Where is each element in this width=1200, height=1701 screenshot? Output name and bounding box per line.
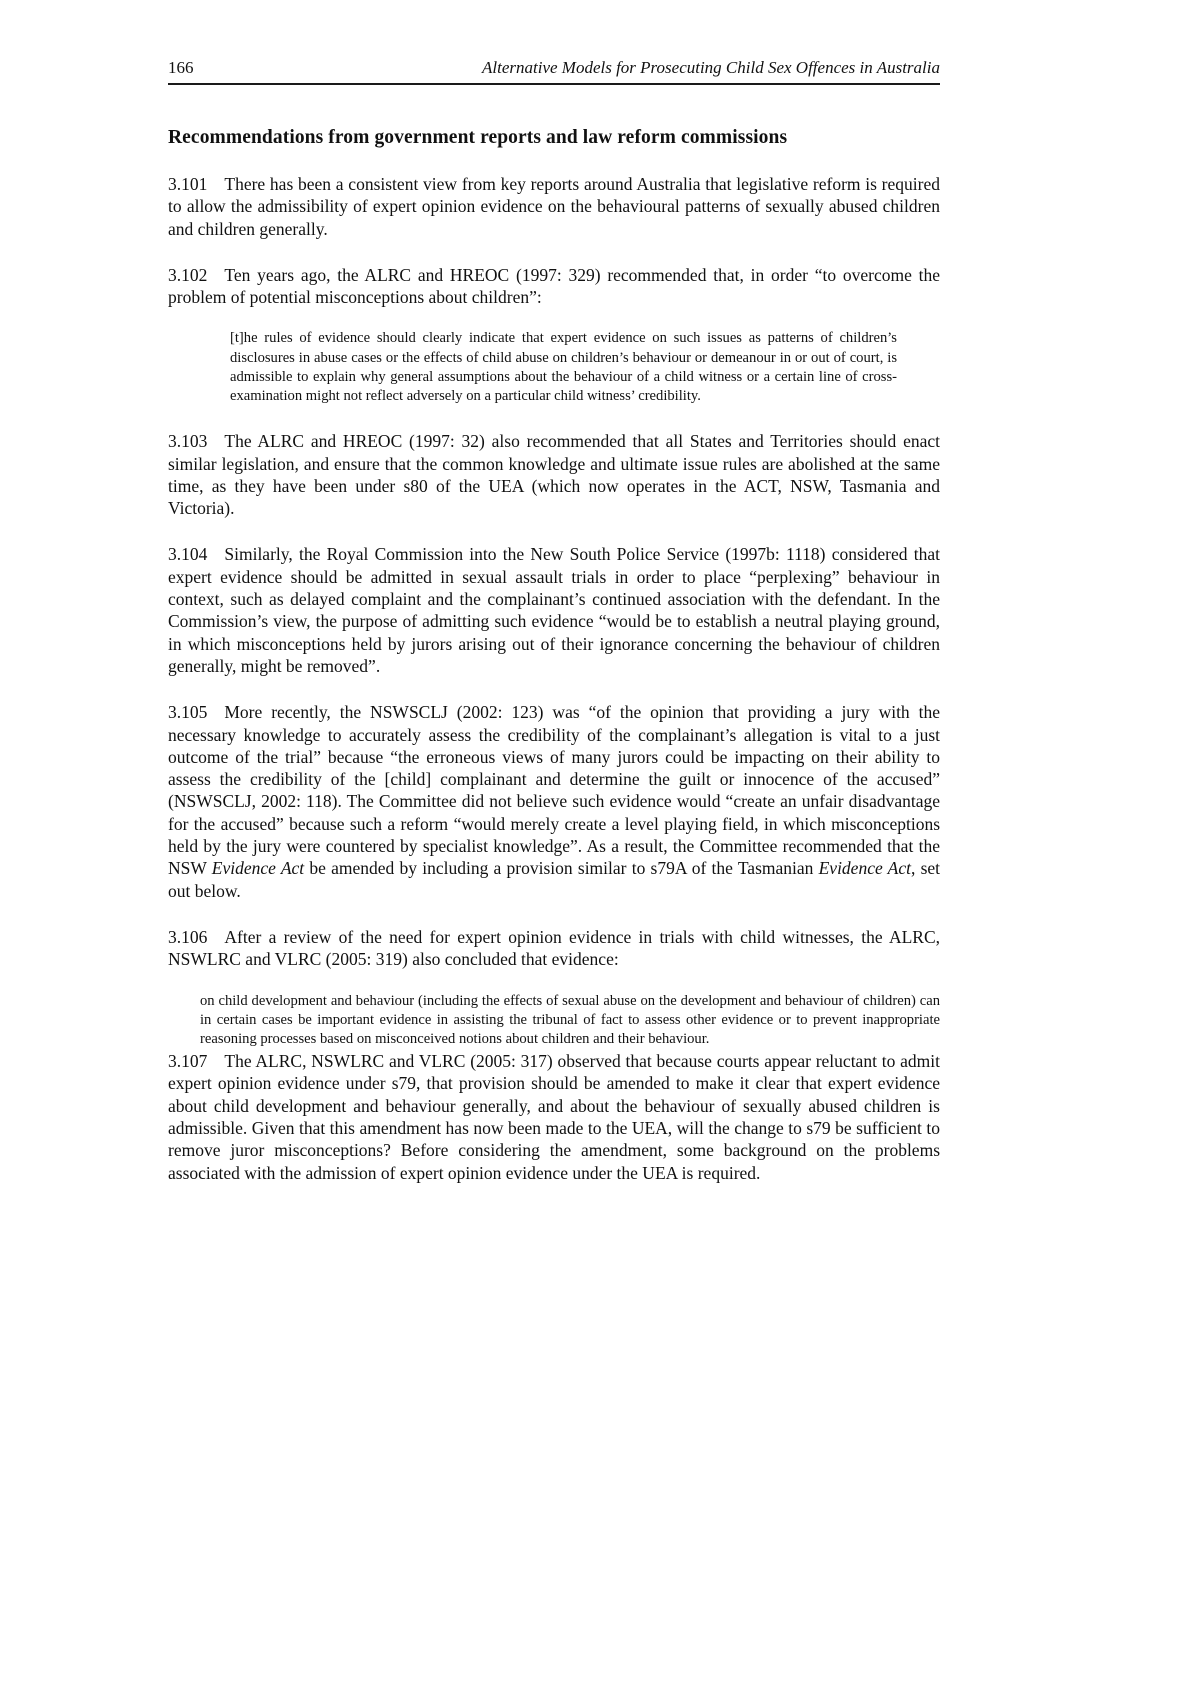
paragraph-number: 3.105 xyxy=(168,702,208,723)
paragraph-text: There has been a consistent view from key reports around Australia that legislative reform is required to allow the admissibility of expert opinion evidence on the behavioural patterns of sexually abused children and children generally. xyxy=(168,174,940,239)
paragraph-number: 3.106 xyxy=(168,926,208,947)
paragraph-3-101 xyxy=(168,173,940,240)
paragraph-3-105 xyxy=(168,701,940,902)
paragraph-text: Similarly, the Royal Commission into the New South Police Service (1997b: 1118) considered that expert evidence should be admitted in sexual assault trials in order to place “perplexing” behaviour in context, such as delayed complaint and the complainant’s continued association with the defendant. In the Commission’s view, the purpose of admitting such evidence “would be to establish a neutral playing ground, in which misconceptions held by jurors arising out of their ignorance concerning the behaviour of children generally, might be removed”. xyxy=(168,544,940,676)
running-title: Alternative Models for Prosecuting Child Sex Offences in Australia xyxy=(482,58,940,77)
paragraph-3-103 xyxy=(168,430,940,519)
italic-act-title: Evidence Act xyxy=(818,858,911,879)
paragraph-text: After a review of the need for expert opinion evidence in trials with child witnesses, the ALRC, NSWLRC and VLRC (2005: 319) also concluded that evidence: xyxy=(168,926,940,970)
paragraph-number: 3.103 xyxy=(168,431,208,452)
section-heading: Recommendations from government reports and law reform commissions xyxy=(168,127,788,148)
paragraph-number: 3.107 xyxy=(168,1051,208,1072)
paragraph-3-102 xyxy=(168,264,940,309)
blockquote-rules-of-evidence: [t]he rules of evidence should clearly indicate that expert evidence on such issues as patterns of children’s disclosures in abuse cases or the effects of child abuse on children’s behaviour or demeanour in or out of court, is admissible to explain why general assumptions about the behaviour of a child witness or a certain line of cross-examination might not reflect adversely on a particular child witness’ credibility. xyxy=(230,330,897,405)
italic-act-title: Evidence Act xyxy=(211,858,305,879)
paragraph-number: 3.104 xyxy=(168,544,208,565)
paragraph-text: The ALRC and HREOC (1997: 32) also recommended that all States and Territories should enact similar legislation, and ensure that the common knowledge and ultimate issue rules are abolished at the same time, as they have been under s80 of the UEA (which now operates in the ACT, NSW, Tasmania and Victoria). xyxy=(168,431,940,519)
paragraph-number: 3.101 xyxy=(168,174,208,194)
paragraph-text: Ten years ago, the ALRC and HREOC (1997: 329) recommended that, in order “to overcome the problem of potential misconceptions about children”: xyxy=(168,264,940,308)
paragraph-3-106 xyxy=(168,926,940,971)
paragraph-text: be amended by including a provision similar to s79A of the Tasmanian xyxy=(304,858,819,879)
paragraph-number: 3.102 xyxy=(168,264,208,285)
blockquote-child-development: on child development and behaviour (including the effects of sexual abuse on the development and behaviour of children) can in certain cases be important evidence in assisting the tribunal of fact to assess other evidence or to prevent inappropriate reasoning processes based on misconceived notions about children and their behaviour. xyxy=(200,992,940,1047)
page-number: 166 xyxy=(168,58,194,77)
page-header xyxy=(168,58,940,85)
document-page xyxy=(168,0,940,1184)
paragraph-3-104 xyxy=(168,543,940,677)
paragraph-text: The ALRC, NSWLRC and VLRC (2005: 317) observed that because courts appear reluctant to admit expert opinion evidence under s79, that provision should be amended to make it clear that expert evidence about child development and behaviour generally, and about the behaviour of sexually abused children is admissible. Given that this amendment has now been made to the UEA, will the change to s79 be sufficient to remove juror misconceptions? Before considering the amendment, some background on the problems associated with the admission of expert opinion evidence under the UEA is required. xyxy=(168,1051,940,1183)
paragraph-3-107 xyxy=(168,1050,940,1184)
paragraph-text: , set out below. xyxy=(168,858,941,901)
paragraph-text: More recently, the NSWSCLJ (2002: 123) was “of the opinion that providing a jury with the necessary knowledge to accurately assess the credibility of the complainant’s allegation is vital to a just outcome of the trial” because “the erroneous views of many jurors could be impacting on their ability to assess the credibility of the [child] complainant and determine the guilt or innocence of the accused” (NSWSCLJ, 2002: 118). The Committee did not believe such evidence would “create an unfair disadvantage for the accused” because such a reform “would merely create a level playing field, in which misconceptions held by the jury were countered by specialist knowledge”. As a result, the Committee recommended that the NSW xyxy=(168,702,940,879)
